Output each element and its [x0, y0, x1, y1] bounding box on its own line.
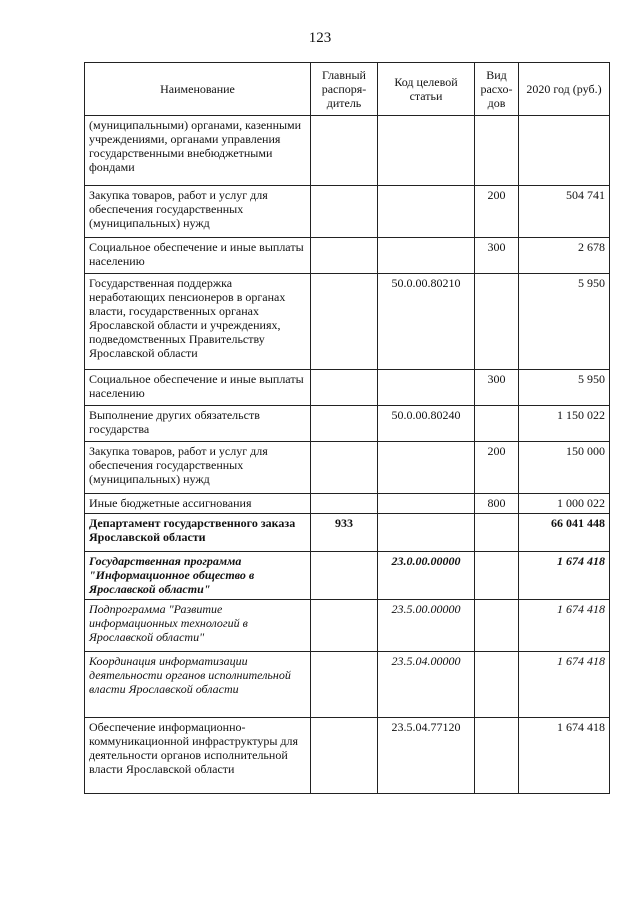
table-row — [85, 652, 610, 718]
row-type-cell: 300 — [475, 238, 519, 274]
budget-table — [84, 62, 610, 794]
row-amount-cell: 2 678 — [519, 238, 610, 274]
row-amount-cell: 1 674 418 — [519, 718, 610, 794]
row-name-cell: Государственная поддержка неработающих пенсионеров в органах власти, государственных органах Ярославской области и учреждениях, подведомственных Правительству Ярославской области — [85, 274, 311, 370]
row-name-cell: Подпрограмма "Развитие информационных технологий в Ярославской области" — [85, 600, 311, 652]
row-name-cell: Координация информатизации деятельности органов исполнительной власти Ярославской области — [85, 652, 311, 718]
table-body — [85, 116, 610, 794]
row-code-cell: 23.5.04.00000 — [378, 652, 475, 718]
row-amount-cell: 504 741 — [519, 186, 610, 238]
row-name-cell: Обеспечение информационно-коммуникационной инфраструктуры для деятельности органов исполнительной власти Ярославской области — [85, 718, 311, 794]
row-type-cell: 200 — [475, 186, 519, 238]
table-row — [85, 494, 610, 514]
row-type-cell: 800 — [475, 494, 519, 514]
table-row — [85, 274, 610, 370]
row-amount-cell: 5 950 — [519, 370, 610, 406]
row-name-cell: Закупка товаров, работ и услуг для обеспечения государственных (муниципальных) нужд — [85, 442, 311, 494]
row-code-cell: 50.0.00.80240 — [378, 406, 475, 442]
table-row — [85, 600, 610, 652]
table-row — [85, 442, 610, 494]
row-amount-cell: 66 041 448 — [519, 514, 610, 552]
row-type-cell — [475, 652, 519, 718]
row-admin-cell — [311, 494, 378, 514]
row-type-cell — [475, 274, 519, 370]
row-code-cell: 23.5.04.77120 — [378, 718, 475, 794]
row-code-cell — [378, 494, 475, 514]
row-name-cell: Иные бюджетные ассигнования — [85, 494, 311, 514]
row-code-cell — [378, 186, 475, 238]
row-code-cell: 23.5.00.00000 — [378, 600, 475, 652]
row-admin-cell — [311, 370, 378, 406]
table-row — [85, 514, 610, 552]
row-type-cell — [475, 406, 519, 442]
row-code-cell — [378, 238, 475, 274]
row-name-cell: Социальное обеспечение и иные выплаты населению — [85, 370, 311, 406]
header-admin: Главный распоря-дитель — [311, 63, 378, 116]
table-row — [85, 238, 610, 274]
row-amount-cell — [519, 116, 610, 186]
row-admin-cell — [311, 552, 378, 600]
row-admin-cell: 933 — [311, 514, 378, 552]
table-header-row — [85, 63, 610, 116]
table-row — [85, 186, 610, 238]
row-name-cell: Социальное обеспечение и иные выплаты населению — [85, 238, 311, 274]
row-name-cell: (муниципальными) органами, казенными учреждениями, органами управления государственными внебюджетными фондами — [85, 116, 311, 186]
row-amount-cell: 1 674 418 — [519, 652, 610, 718]
row-admin-cell — [311, 442, 378, 494]
row-name-cell: Департамент государственного заказа Ярославской области — [85, 514, 311, 552]
row-code-cell — [378, 370, 475, 406]
row-type-cell — [475, 600, 519, 652]
row-admin-cell — [311, 406, 378, 442]
row-code-cell: 50.0.00.80210 — [378, 274, 475, 370]
row-name-cell: Закупка товаров, работ и услуг для обеспечения государственных (муниципальных) нужд — [85, 186, 311, 238]
table-row — [85, 552, 610, 600]
row-amount-cell: 1 000 022 — [519, 494, 610, 514]
table-row — [85, 718, 610, 794]
row-amount-cell: 5 950 — [519, 274, 610, 370]
row-code-cell — [378, 514, 475, 552]
row-type-cell: 300 — [475, 370, 519, 406]
row-type-cell — [475, 552, 519, 600]
header-name: Наименование — [85, 63, 311, 116]
table-row — [85, 116, 610, 186]
row-admin-cell — [311, 238, 378, 274]
row-admin-cell — [311, 186, 378, 238]
row-admin-cell — [311, 274, 378, 370]
row-name-cell: Выполнение других обязательств государства — [85, 406, 311, 442]
header-type: Вид расхо-дов — [475, 63, 519, 116]
row-name-cell: Государственная программа "Информационное общество в Ярославской области" — [85, 552, 311, 600]
row-type-cell — [475, 116, 519, 186]
row-amount-cell: 1 674 418 — [519, 600, 610, 652]
row-type-cell — [475, 514, 519, 552]
row-admin-cell — [311, 652, 378, 718]
row-amount-cell: 1 674 418 — [519, 552, 610, 600]
header-amount: 2020 год (руб.) — [519, 63, 610, 116]
page-number: 123 — [308, 30, 332, 46]
header-code: Код целевой статьи — [378, 63, 475, 116]
row-amount-cell: 150 000 — [519, 442, 610, 494]
row-type-cell — [475, 718, 519, 794]
row-code-cell — [378, 116, 475, 186]
table-row — [85, 370, 610, 406]
row-code-cell — [378, 442, 475, 494]
row-admin-cell — [311, 718, 378, 794]
table-row — [85, 406, 610, 442]
row-code-cell: 23.0.00.00000 — [378, 552, 475, 600]
row-amount-cell: 1 150 022 — [519, 406, 610, 442]
row-type-cell: 200 — [475, 442, 519, 494]
row-admin-cell — [311, 116, 378, 186]
row-admin-cell — [311, 600, 378, 652]
